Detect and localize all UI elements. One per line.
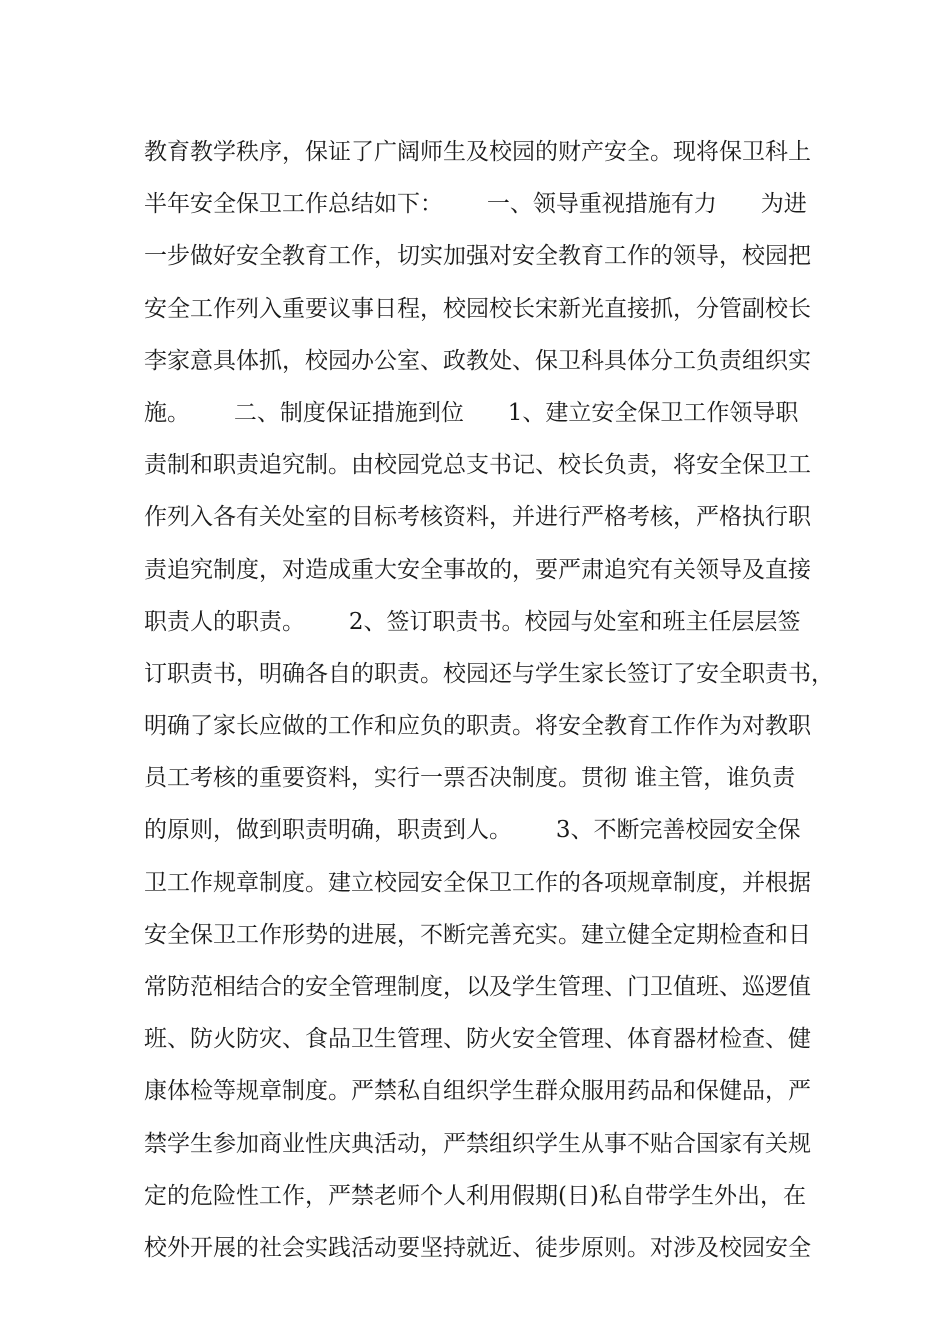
text-line: 教育教学秩序，保证了广阔师生及校园的财产安全。现将保卫科上 <box>144 139 811 165</box>
text-line: 明确了家长应做的工作和应负的职责。将安全教育工作作为对教职 <box>144 713 811 740</box>
text-line: 作列入各有关处室的目标考核资料，并进行严格考核，严格执行职 <box>144 504 811 531</box>
text-line: 安全保卫工作形势的进展，不断完善充实。建立健全定期检查和日 <box>144 921 811 948</box>
text-line: 的原则，做到职责明确，职责到人。 3、不断完善校园安全保 <box>144 817 801 844</box>
text-line: 禁学生参加商业性庆典活动，严禁组织学生从事不贴合国家有关规 <box>144 1130 811 1157</box>
text-line: 班、防火防灾、食品卫生管理、防火安全管理、体育器材检查、健 <box>144 1026 811 1053</box>
text-line: 安全工作列入重要议事日程，校园校长宋新光直接抓，分管副校长 <box>144 295 811 322</box>
text-line: 定的危险性工作，严禁老师个人利用假期(日)私自带学生外出，在 <box>144 1182 806 1209</box>
text-line: 李家意具体抓，校园办公室、政教处、保卫科具体分工负责组织实 <box>144 347 811 374</box>
text-line: 职责人的职责。 2、签订职责书。校园与处室和班主任层层签 <box>144 608 801 635</box>
text-line: 员工考核的重要资料，实行一票否决制度。贯彻 谁主管，谁负责 <box>144 765 796 792</box>
text-line: 责制和职责追究制。由校园党总支书记、校长负责，将安全保卫工 <box>144 452 811 479</box>
text-line: 订职责书，明确各自的职责。校园还与学生家长签订了安全职责书， <box>144 660 834 687</box>
body-text <box>144 126 834 1274</box>
text-line: 施。 二、制度保证措施到位 1、建立安全保卫工作领导职 <box>144 399 799 426</box>
text-line: 卫工作规章制度。建立校园安全保卫工作的各项规章制度，并根据 <box>144 869 811 896</box>
text-line: 校外开展的社会实践活动要坚持就近、徒步原则。对涉及校园安全 <box>144 1234 811 1261</box>
text-line: 责追究制度，对造成重大安全事故的，要严肃追究有关领导及直接 <box>144 556 811 583</box>
text-line: 常防范相结合的安全管理制度，以及学生管理、门卫值班、巡逻值 <box>144 974 811 1000</box>
text-line: 半年安全保卫工作总结如下： 一、领导重视措施有力 为进 <box>144 191 807 218</box>
text-line: 一步做好安全教育工作，切实加强对安全教育工作的领导，校园把 <box>144 243 811 270</box>
text-line: 康体检等规章制度。严禁私自组织学生群众服用药品和保健品，严 <box>144 1078 811 1105</box>
